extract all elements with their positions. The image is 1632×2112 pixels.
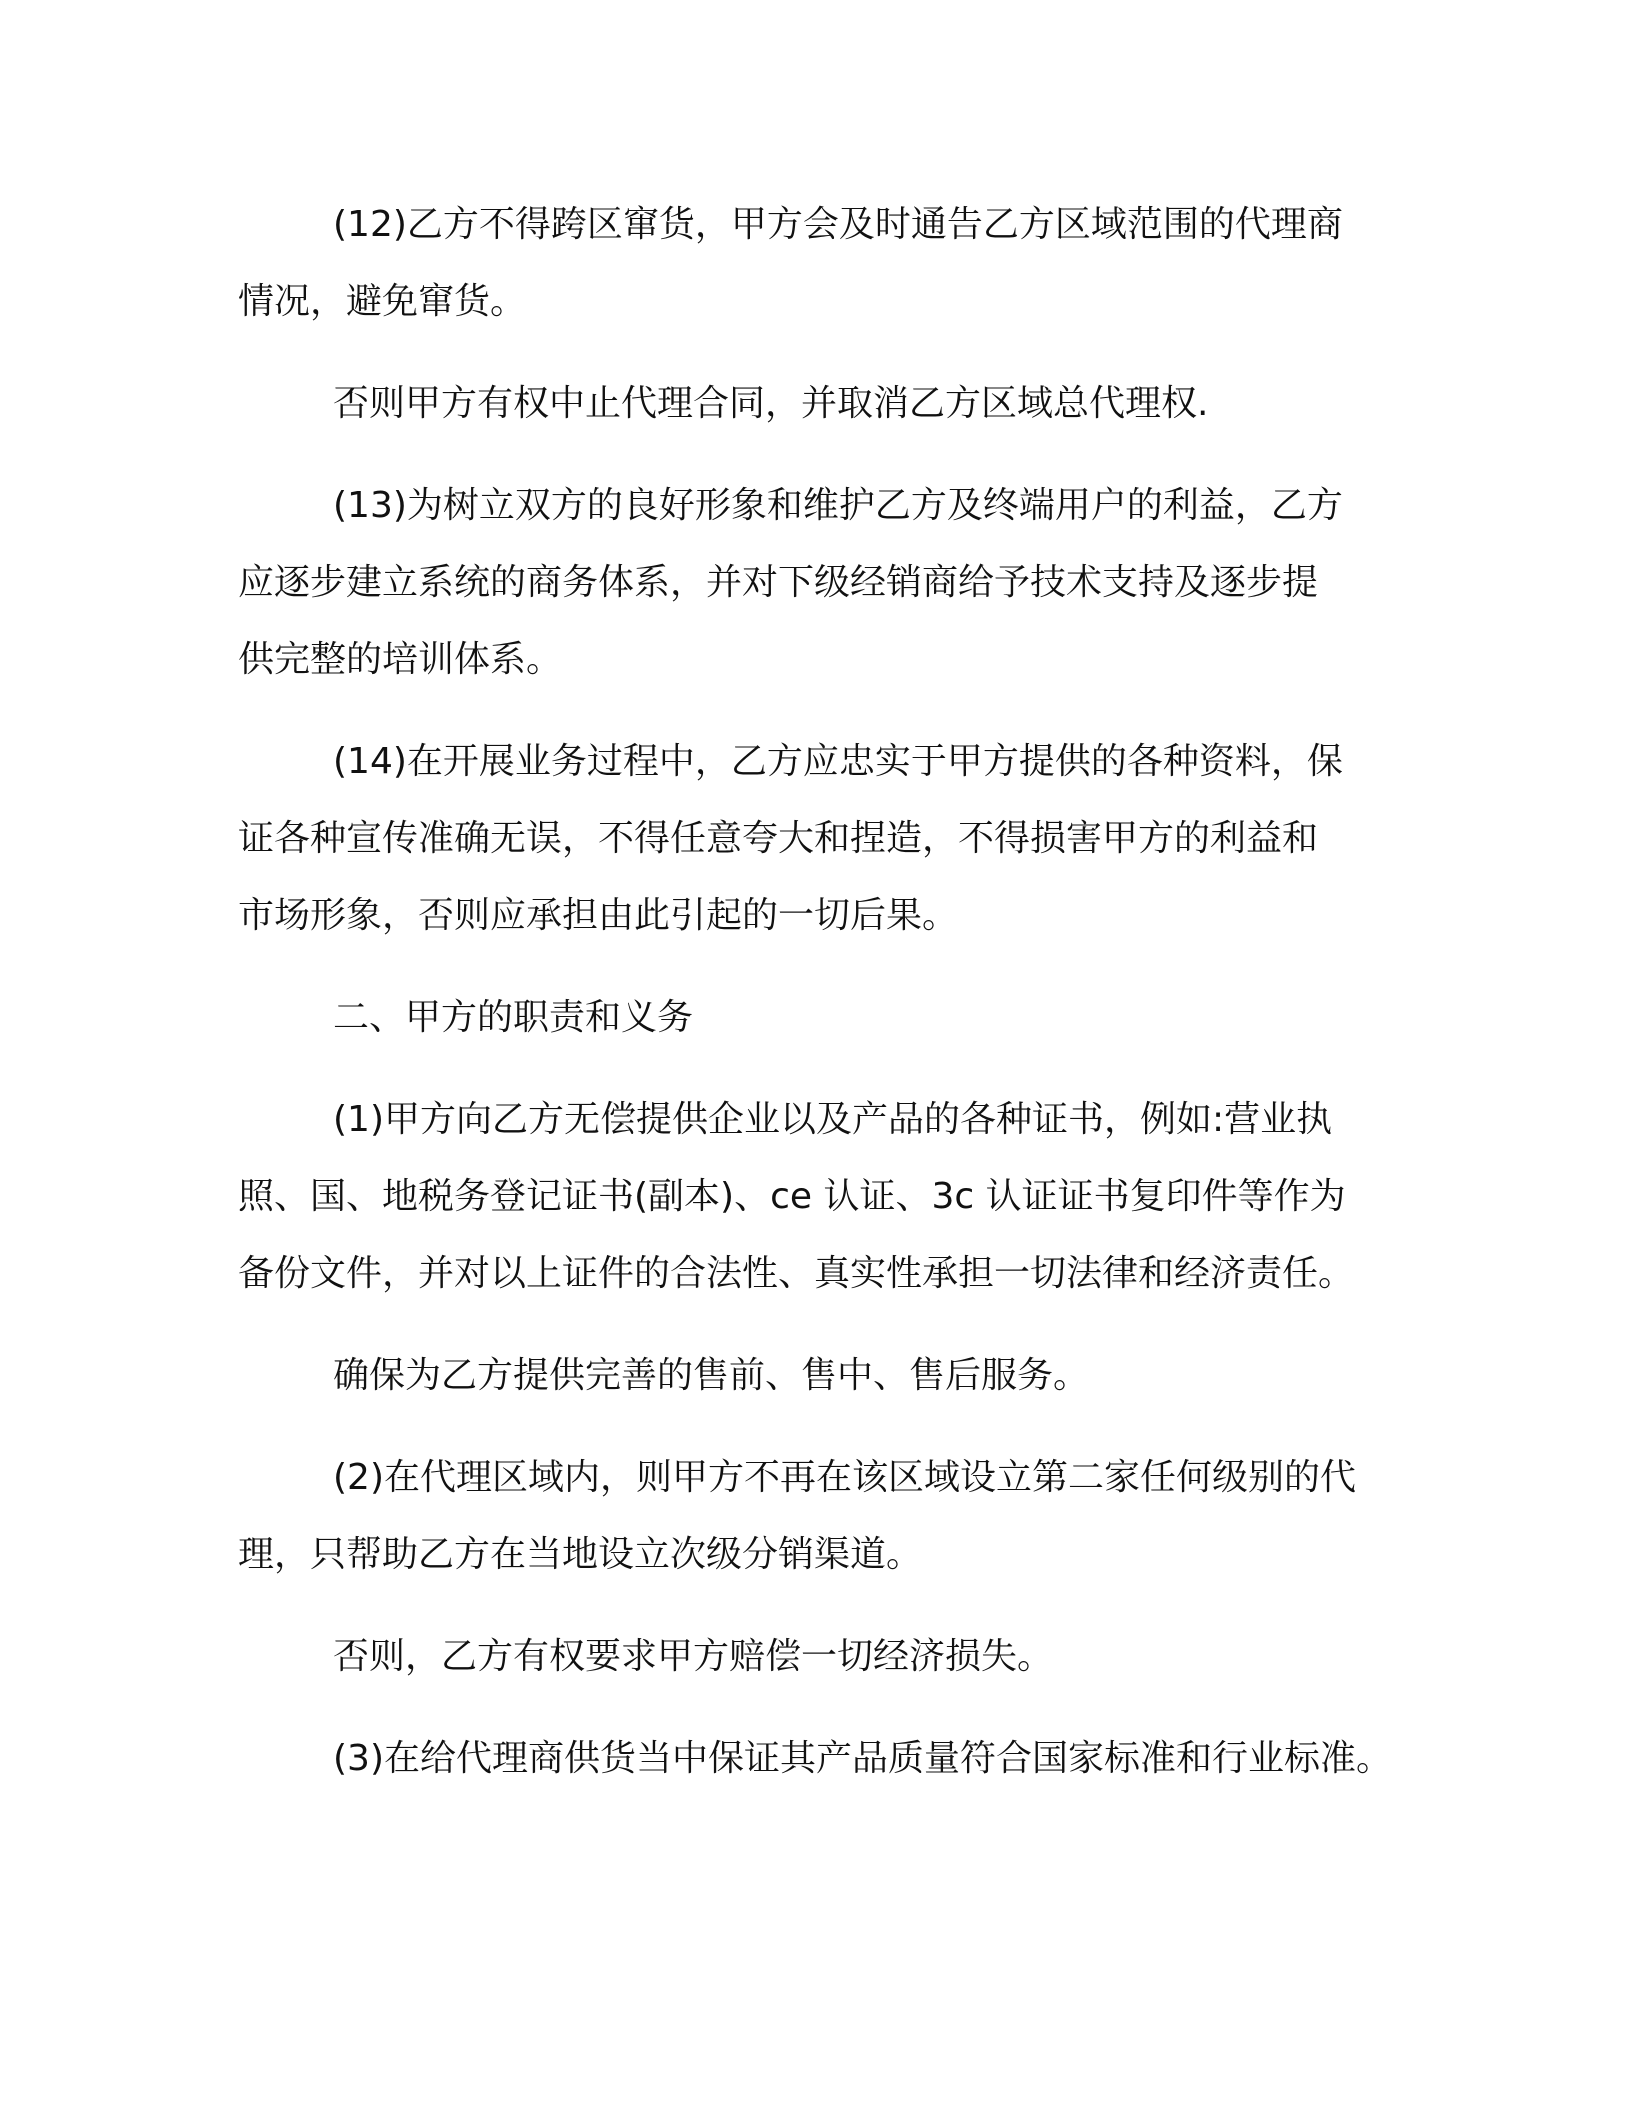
- text-line: 确保为乙方提供完善的售前、售中、售后服务。: [333, 1355, 1090, 1396]
- text-line: 理，只帮助乙方在当地设立次级分销渠道。: [238, 1534, 923, 1575]
- text-line: 证各种宣传准确无误，不得任意夸大和捏造，不得损害甲方的利益和: [238, 818, 1319, 859]
- paragraph-duty-2: [238, 1439, 1398, 1593]
- text-line: 备份文件，并对以上证件的合法性、真实性承担一切法律和经济责任。: [238, 1253, 1355, 1294]
- paragraph-duty-2-penalty: [238, 1618, 1398, 1695]
- text-line: (3)在给代理商供货当中保证其产品质量符合国家标准和行业标准。: [333, 1738, 1392, 1779]
- text-line: (2)在代理区域内，则甲方不再在该区域设立第二家任何级别的代: [333, 1457, 1356, 1498]
- paragraph-clause-12-penalty: [238, 365, 1398, 442]
- text-line: 市场形象，否则应承担由此引起的一切后果。: [238, 895, 959, 936]
- paragraph-clause-13: [238, 467, 1398, 698]
- paragraph-clause-14: [238, 723, 1398, 954]
- section-heading-party-a-duties: [238, 979, 1398, 1056]
- document-body: [238, 186, 1398, 1797]
- text-line: (14)在开展业务过程中，乙方应忠实于甲方提供的各种资料，保: [333, 741, 1343, 782]
- text-line: (1)甲方向乙方无偿提供企业以及产品的各种证书，例如:营业执: [333, 1099, 1333, 1140]
- text-line: 供完整的培训体系。: [238, 639, 563, 680]
- text-line: 照、国、地税务登记证书(副本)、ce 认证、3c 认证证书复印件等作为: [238, 1176, 1346, 1217]
- text-line: 二、甲方的职责和义务: [333, 997, 694, 1038]
- text-line: 否则甲方有权中止代理合同，并取消乙方区域总代理权.: [333, 383, 1209, 424]
- paragraph-duty-1-service: [238, 1337, 1398, 1414]
- text-line: 情况，避免窜货。: [238, 281, 527, 322]
- paragraph-clause-12: [238, 186, 1398, 340]
- paragraph-duty-3: [238, 1720, 1398, 1797]
- paragraph-duty-1: [238, 1081, 1398, 1312]
- text-line: 应逐步建立系统的商务体系，并对下级经销商给予技术支持及逐步提: [238, 562, 1319, 603]
- text-line: (13)为树立双方的良好形象和维护乙方及终端用户的利益，乙方: [333, 485, 1343, 526]
- text-line: (12)乙方不得跨区窜货，甲方会及时通告乙方区域范围的代理商: [333, 204, 1343, 245]
- text-line: 否则，乙方有权要求甲方赔偿一切经济损失。: [333, 1636, 1054, 1677]
